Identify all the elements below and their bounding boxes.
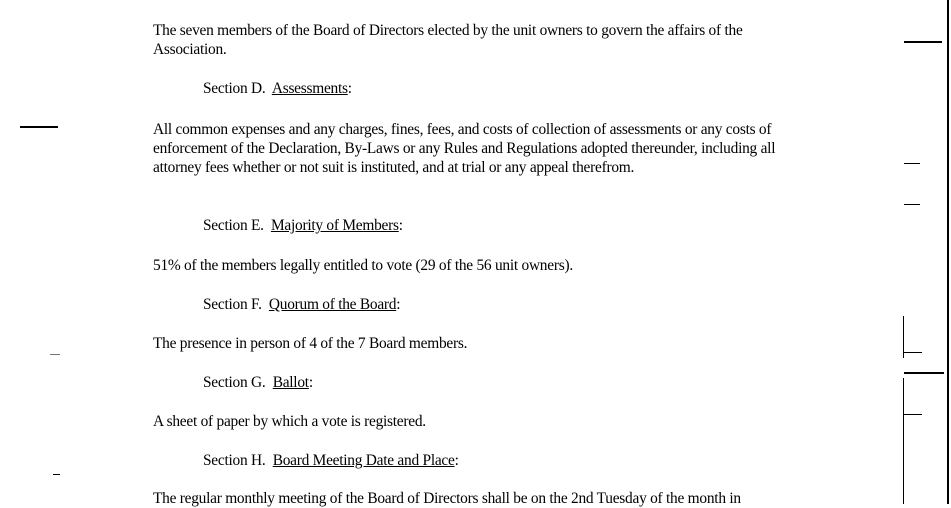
scan-mark-left-3 (53, 474, 60, 475)
section-e-suffix: : (398, 217, 403, 234)
paragraph-meeting: The regular monthly meeting of the Board of Directors shall be on the 2nd Tuesday of the month in (153, 490, 741, 507)
section-h-suffix: : (454, 452, 459, 469)
scan-vertical-bar-1 (903, 316, 904, 358)
section-g-prefix: Section G. (203, 374, 266, 391)
section-f-heading (203, 295, 400, 314)
scan-mark-right-4 (904, 352, 922, 353)
section-e-prefix: Section E. (203, 217, 264, 234)
scan-mark-right-1 (904, 41, 942, 43)
section-g-heading (203, 373, 313, 392)
section-e-title: Majority of Members (270, 217, 399, 234)
section-d-suffix: : (347, 80, 352, 97)
scan-mark-right-2 (904, 163, 920, 164)
section-f-suffix: : (396, 296, 401, 313)
section-d-heading (203, 79, 352, 98)
paragraph-board-definition: The seven members of the Board of Directors elected by the unit owners to govern the affairs of the Association. (153, 22, 743, 58)
paragraph-majority: 51% of the members legally entitled to vote (29 of the 56 unit owners). (153, 257, 573, 274)
section-h-heading (203, 451, 459, 470)
section-d-prefix: Section D. (203, 80, 266, 97)
scan-vertical-bar-2 (903, 378, 904, 504)
scan-mark-left-2 (50, 354, 60, 355)
section-g-title: Ballot (272, 374, 309, 391)
section-f-title: Quorum of the Board (268, 296, 397, 313)
section-d-title: Assessments (271, 80, 348, 97)
section-f-prefix: Section F. (203, 296, 262, 313)
section-e-heading (203, 216, 403, 235)
scan-mark-right-3 (904, 204, 920, 205)
scan-mark-left-1 (20, 126, 58, 128)
scan-right-edge (947, 0, 949, 504)
scan-mark-right-5 (904, 372, 944, 374)
paragraph-assessments: All common expenses and any charges, fines, fees, and costs of collection of assessments or any costs of enforcement of the Declaration, By-Laws or any Rules and Regulations adopted thereunder, including all attorney fees whether or not suit is instituted, and at trial or any appeal therefrom. (153, 121, 776, 176)
section-g-suffix: : (308, 374, 313, 391)
paragraph-ballot: A sheet of paper by which a vote is registered. (153, 413, 426, 430)
scan-mark-right-6 (904, 414, 922, 415)
section-h-title: Board Meeting Date and Place (272, 452, 455, 469)
paragraph-quorum: The presence in person of 4 of the 7 Board members. (153, 335, 468, 352)
section-h-prefix: Section H. (203, 452, 266, 469)
